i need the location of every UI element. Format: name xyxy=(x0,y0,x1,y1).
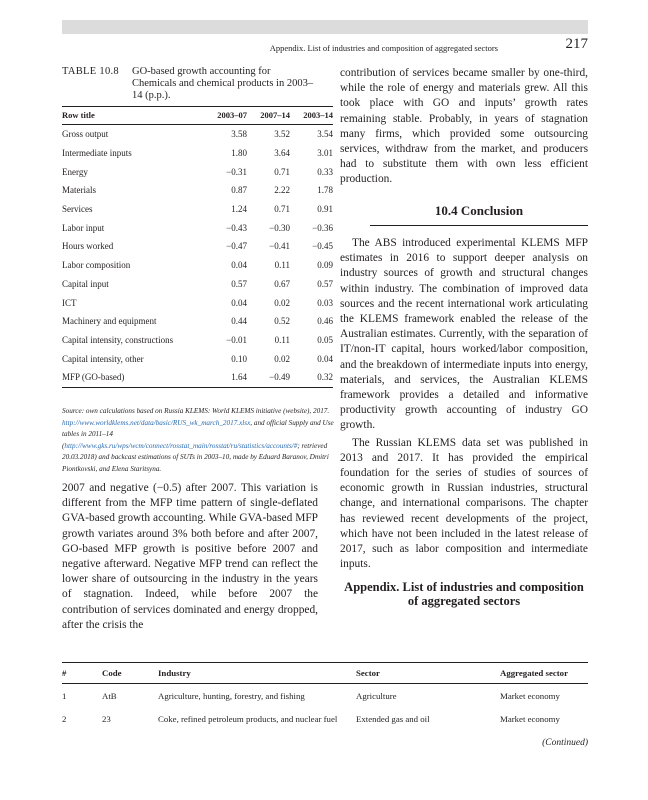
row-label-cell: 1 xyxy=(62,691,67,701)
value-cell: 0.33 xyxy=(317,166,333,177)
appendix-heading: Appendix. List of industries and composition of aggregated sectors xyxy=(344,580,584,608)
row-label-cell: ICT xyxy=(62,297,77,308)
value-cell: 0.52 xyxy=(274,316,290,327)
source-text: ; retrieved 20.03.2018) and backcast estimations of SUTs in 2003–10, made by Eduard Baranov, Dmitri Piontkovski, and Elena Staritsyna. xyxy=(62,441,329,473)
body-paragraph-right-top: contribution of services became smaller by one-third, while the role of energy and materials grew. All this took place with GO and inputs’ growth rates remaining stable. Probably, in years of stagnation many firms, which provided some outsourcing services, withdraw from the market, and producers had to substitute them with own less efficient production. xyxy=(340,67,588,186)
table-label: TABLE 10.8 xyxy=(62,66,119,77)
column-header: 2007–14 xyxy=(247,107,290,125)
value-cell: 0.02 xyxy=(274,353,290,364)
value-cell: Market economy xyxy=(500,714,560,724)
column-header: Row title xyxy=(62,107,204,125)
value-cell: 0.67 xyxy=(274,278,290,289)
column-header: Sector xyxy=(356,663,500,684)
conclusion-paragraph: The Russian KLEMS data set was published in 2013 and 2017. It has provided the empirical foundation for the series of studies of sources of economic growth in Russian industries, structural change, and international comparisons. The chapter has reviewed recent developments of the project, which have not been included in the latest release of 2017, such as labor composition and intermediate inputs. xyxy=(340,436,588,571)
row-label-cell: Hours worked xyxy=(62,241,114,252)
value-cell: 0.87 xyxy=(231,185,247,196)
value-cell: 0.91 xyxy=(317,204,333,215)
value-cell: Market economy xyxy=(500,691,560,701)
value-cell: −0.01 xyxy=(226,334,247,345)
section-heading-conclusion: 10.4 Conclusion xyxy=(370,203,588,226)
value-cell: 1.64 xyxy=(204,368,247,387)
value-cell: −0.36 xyxy=(312,222,333,233)
continued-label: (Continued) xyxy=(542,738,588,748)
top-band xyxy=(62,20,588,34)
growth-table-row xyxy=(62,331,333,350)
growth-table-row xyxy=(62,125,333,144)
row-label-cell: Labor input xyxy=(62,222,105,233)
column-header: Industry xyxy=(158,663,356,684)
value-cell: 0.11 xyxy=(274,260,290,271)
value-cell: 0.02 xyxy=(274,297,290,308)
growth-table-row xyxy=(62,218,333,237)
industries-table-row xyxy=(62,707,588,730)
growth-accounting-table xyxy=(62,106,333,388)
value-cell: −0.49 xyxy=(247,368,290,387)
value-cell: 0.57 xyxy=(231,278,247,289)
value-cell: −0.45 xyxy=(312,241,333,252)
conclusion-text xyxy=(340,236,588,572)
row-label-cell: Services xyxy=(62,204,93,215)
value-cell: 0.71 xyxy=(274,204,290,215)
value-cell: 0.32 xyxy=(290,368,333,387)
column-header: Code xyxy=(102,663,158,684)
value-cell: 0.05 xyxy=(317,334,333,345)
body-paragraph-left: 2007 and negative (−0.5) after 2007. This variation is different from the MFP time pattern of single-deflated GVA-based growth accounting. While GVA-based MFP growth variates around 3% both before and after 2007, GO-based MFP growth is positive before 2007 and negative afterward. Negative MFP trend can reflect the lower share of outsourcing in the industry in the years of stagnation. Indeed, while before 2007 the contribution of services dominated and energy dropped, after the crisis the xyxy=(62,482,318,631)
row-label-cell: Intermediate inputs xyxy=(62,148,132,159)
value-cell: Agriculture xyxy=(356,691,397,701)
row-label-cell: Capital intensity, other xyxy=(62,353,144,364)
value-cell: 1.78 xyxy=(317,185,333,196)
row-label-cell: Energy xyxy=(62,166,88,177)
industries-table-row xyxy=(62,684,588,708)
value-cell: 0.44 xyxy=(231,316,247,327)
industries-table-body xyxy=(62,684,588,731)
value-cell: 0.09 xyxy=(317,260,333,271)
column-header: 2003–07 xyxy=(204,107,247,125)
growth-table-row xyxy=(62,349,333,368)
value-cell: 0.04 xyxy=(317,353,333,364)
growth-table-row xyxy=(62,181,333,200)
column-header: Aggregated sector xyxy=(500,663,588,684)
column-header: # xyxy=(62,663,102,684)
value-cell: 0.11 xyxy=(274,334,290,345)
running-head-title: Appendix. List of industries and composition of aggregated sectors xyxy=(269,43,498,53)
value-cell: 3.54 xyxy=(317,129,333,140)
value-cell: 1.80 xyxy=(231,148,247,159)
industries-table-header-row xyxy=(62,663,588,684)
growth-table-row xyxy=(62,312,333,331)
value-cell: 3.52 xyxy=(274,129,290,140)
source-text: Source: own calculations based on Russia KLEMS: World KLEMS initiative (website), 2017. xyxy=(62,407,330,415)
growth-table-header-row xyxy=(62,107,333,125)
table-caption-text: GO-based growth accounting for Chemicals and chemical products in 2003–14 (p.p.). xyxy=(132,66,314,101)
value-cell: 23 xyxy=(102,714,111,724)
value-cell: 0.04 xyxy=(231,297,247,308)
row-label-cell: Labor composition xyxy=(62,260,131,271)
value-cell: −0.41 xyxy=(269,241,290,252)
column-header: 2003–14 xyxy=(290,107,333,125)
value-cell: 0.71 xyxy=(274,166,290,177)
value-cell: 1.24 xyxy=(231,204,247,215)
value-cell: −0.47 xyxy=(226,241,247,252)
running-head xyxy=(62,36,588,56)
growth-table-row xyxy=(62,144,333,163)
value-cell: Coke, refined petroleum products, and nuclear fuel xyxy=(158,714,338,724)
value-cell: 0.57 xyxy=(317,278,333,289)
value-cell: AtB xyxy=(102,691,117,701)
source-text: , and official Supply and Use tables in 2011–14 ( xyxy=(62,418,334,450)
source-link-worldklems[interactable]: http://www.worldklems.net/data/basic/RUS_wk_march_2017.xlsx xyxy=(62,418,251,427)
growth-table-body xyxy=(62,125,333,388)
industries-table xyxy=(62,662,588,730)
value-cell: 3.64 xyxy=(274,148,290,159)
row-label-cell: Capital input xyxy=(62,278,109,289)
value-cell: 2.22 xyxy=(274,185,290,196)
row-label-cell: Machinery and equipment xyxy=(62,316,157,327)
value-cell: Extended gas and oil xyxy=(356,714,430,724)
row-label-cell: Materials xyxy=(62,185,96,196)
conclusion-paragraph: The ABS introduced experimental KLEMS MFP estimates in 2016 to support deeper analysis on industry sources of growth and structural changes within industry. The combination of improved data sources and the recent international work articulating the KLEMS framework enabled the release of the Australian estimates. Currently, with the separation of IT/non-IT capital, hours worked/labor composition, and the breakdown of intermediate inputs into energy, materials, and services, the Australian KLEMS framework provides a detailed and informative productivity growth accounting of industry GO growth. xyxy=(340,237,588,432)
growth-table-row xyxy=(62,275,333,294)
growth-table-row xyxy=(62,368,333,387)
growth-table-row xyxy=(62,256,333,275)
value-cell: 0.10 xyxy=(231,353,247,364)
source-link-gks[interactable]: http://www.gks.ru/wps/wcm/connect/rosstat_main/rosstat/ru/statistics/accounts/# xyxy=(64,441,298,450)
growth-table-row xyxy=(62,200,333,219)
value-cell: 0.03 xyxy=(317,297,333,308)
value-cell: −0.43 xyxy=(226,222,247,233)
value-cell: −0.31 xyxy=(226,166,247,177)
value-cell: Agriculture, hunting, forestry, and fishing xyxy=(158,691,305,701)
growth-table-row xyxy=(62,293,333,312)
growth-table-row xyxy=(62,162,333,181)
page-number: 217 xyxy=(565,36,588,52)
row-label-cell: Gross output xyxy=(62,129,109,140)
row-label-cell: Capital intensity, constructions xyxy=(62,334,174,345)
growth-table-row xyxy=(62,237,333,256)
value-cell: 3.58 xyxy=(231,129,247,140)
value-cell: 0.46 xyxy=(317,316,333,327)
value-cell: −0.30 xyxy=(269,222,290,233)
table-source-note xyxy=(62,406,334,475)
value-cell: 0.04 xyxy=(231,260,247,271)
row-label-cell: MFP (GO-based) xyxy=(62,368,204,387)
row-label-cell: 2 xyxy=(62,714,67,724)
value-cell: 3.01 xyxy=(317,148,333,159)
